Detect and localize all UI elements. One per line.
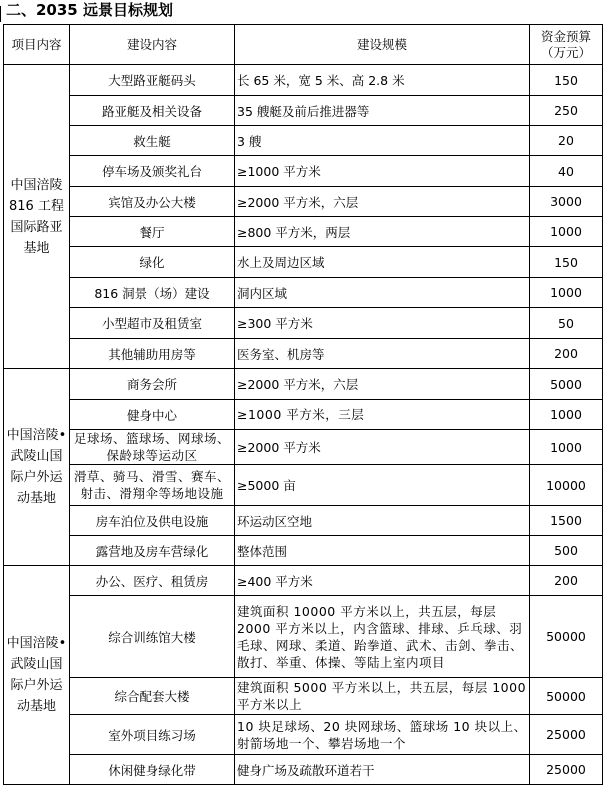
construction-scale-cell: ≥400 平方米 — [235, 566, 530, 596]
budget-cell: 1500 — [530, 506, 603, 536]
construction-scale-cell: ≥1000 平方米 — [235, 156, 530, 187]
construction-scale-cell: 10 块足球场、20 块网球场、篮球场 10 块以上、射箭场地一个、攀岩场地一个 — [235, 715, 530, 755]
budget-cell: 200 — [530, 566, 603, 596]
construction-scale-cell: 长 65 米，宽 5 米、高 2.8 米 — [235, 65, 530, 96]
table-row — [4, 187, 603, 217]
construction-scale-cell: ≥2000 平方米，六层 — [235, 187, 530, 217]
budget-cell: 25000 — [530, 715, 603, 755]
construction-scale-cell: 健身广场及疏散环道若干 — [235, 755, 530, 785]
budget-cell: 50000 — [530, 678, 603, 715]
table-row — [4, 506, 603, 536]
project-name-line: 际户外运 — [10, 678, 63, 693]
budget-cell: 1000 — [530, 278, 603, 308]
construction-scale-cell: 建筑面积 5000 平方米以上，共五层，每层 1000 平方米以上 — [235, 678, 530, 715]
construction-scale-cell: 35 艘艇及前后推进器等 — [235, 96, 530, 126]
construction-scale-cell: ≥2000 平方米，六层 — [235, 369, 530, 400]
construction-content-cell: 816 洞景（场）建设 — [70, 278, 235, 308]
construction-scale-cell: 3 艘 — [235, 126, 530, 156]
budget-cell: 5000 — [530, 369, 603, 400]
construction-content-cell: 其他辅助用房等 — [70, 339, 235, 369]
table-row — [4, 308, 603, 339]
header-budget-line1: 资金预算 — [540, 28, 591, 44]
construction-content-cell: 餐厅 — [70, 217, 235, 247]
budget-cell: 10000 — [530, 465, 603, 506]
project-name-cell — [4, 65, 70, 369]
table-body — [4, 65, 603, 785]
construction-content-cell: 房车泊位及供电设施 — [70, 506, 235, 536]
table-row — [4, 126, 603, 156]
construction-content-cell: 停车场及颁奖礼台 — [70, 156, 235, 187]
table-row — [4, 678, 603, 715]
project-name-line: 中国涪陵 — [10, 177, 63, 193]
header-budget — [530, 25, 603, 65]
table-row — [4, 755, 603, 785]
project-name-line: 动基地 — [16, 491, 56, 506]
budget-cell: 1000 — [530, 400, 603, 430]
construction-content-cell: 大型路亚艇码头 — [70, 65, 235, 96]
project-name-cell — [4, 369, 70, 566]
project-name-line: 动基地 — [16, 699, 56, 714]
construction-content-cell: 小型超市及租赁室 — [70, 308, 235, 339]
construction-content-cell: 救生艇 — [70, 126, 235, 156]
header-content: 建设内容 — [70, 25, 235, 65]
table-row — [4, 156, 603, 187]
budget-cell: 250 — [530, 96, 603, 126]
table-row — [4, 217, 603, 247]
project-name-line: 基地 — [23, 240, 50, 256]
construction-content-cell: 宾馆及办公大楼 — [70, 187, 235, 217]
header-scale: 建设规模 — [235, 25, 530, 65]
table-row — [4, 400, 603, 430]
project-name-line: 国际路亚 — [10, 219, 63, 235]
table-row — [4, 247, 603, 278]
project-name-line: 武陵山国 — [10, 449, 63, 464]
construction-scale-cell: 洞内区域 — [235, 278, 530, 308]
budget-cell: 50000 — [530, 596, 603, 678]
budget-cell: 500 — [530, 536, 603, 566]
construction-content-cell: 露营地及房车营绿化 — [70, 536, 235, 566]
construction-scale-cell: 建筑面积 10000 平方米以上，共五层，每层 2000 平方米以上，内含篮球、排球、乒乓球、羽毛球、网球、柔道、跆拳道、武术、击剑、拳击、散打、举重、体操、等陆上室内项目 — [235, 596, 530, 678]
construction-content-cell: 路亚艇及相关设备 — [70, 96, 235, 126]
header-project: 项目内容 — [4, 25, 70, 65]
table-row — [4, 596, 603, 678]
header-budget-line2: （万元） — [540, 44, 591, 60]
table-row — [4, 369, 603, 400]
budget-cell: 20 — [530, 126, 603, 156]
table-row — [4, 96, 603, 126]
construction-content-cell: 商务会所 — [70, 369, 235, 400]
table-row — [4, 465, 603, 506]
construction-content-cell: 室外项目练习场 — [70, 715, 235, 755]
construction-scale-cell: ≥300 平方米 — [235, 308, 530, 339]
budget-cell: 40 — [530, 156, 603, 187]
construction-scale-cell: 医务室、机房等 — [235, 339, 530, 369]
construction-content-cell: 绿化 — [70, 247, 235, 278]
project-name-line: 武陵山国 — [10, 657, 63, 672]
construction-scale-cell: ≥2000 平方米 — [235, 430, 530, 465]
project-name-line: 中国涪陵• — [6, 428, 67, 443]
table-row — [4, 715, 603, 755]
project-name-line: 中国涪陵• — [6, 636, 67, 651]
budget-cell: 1000 — [530, 430, 603, 465]
table-row — [4, 278, 603, 308]
budget-cell: 200 — [530, 339, 603, 369]
header-row — [4, 25, 603, 65]
budget-cell: 1000 — [530, 217, 603, 247]
budget-cell: 3000 — [530, 187, 603, 217]
table-row — [4, 339, 603, 369]
section-title: 二、2035 远景目标规划 — [6, 1, 173, 19]
budget-cell: 25000 — [530, 755, 603, 785]
construction-scale-cell: ≥5000 亩 — [235, 465, 530, 506]
budget-cell: 150 — [530, 65, 603, 96]
planning-table — [3, 24, 603, 785]
construction-scale-cell: 环运动区空地 — [235, 506, 530, 536]
construction-scale-cell: 整体范围 — [235, 536, 530, 566]
construction-content-cell: 休闲健身绿化带 — [70, 755, 235, 785]
construction-content-cell: 综合配套大楼 — [70, 678, 235, 715]
construction-content-cell: 足球场、篮球场、网球场、保龄球等运动区 — [70, 430, 235, 465]
construction-scale-cell: ≥800 平方米，两层 — [235, 217, 530, 247]
table-row — [4, 566, 603, 596]
project-name-line: 816 工程 — [9, 198, 64, 214]
table-row — [4, 430, 603, 465]
construction-content-cell: 综合训练馆大楼 — [70, 596, 235, 678]
project-name-cell — [4, 566, 70, 785]
construction-content-cell: 办公、医疗、租赁房 — [70, 566, 235, 596]
construction-scale-cell: 水上及周边区域 — [235, 247, 530, 278]
budget-cell: 150 — [530, 247, 603, 278]
construction-content-cell: 滑草、骑马、滑雪、赛车、射击、滑翔伞等场地设施 — [70, 465, 235, 506]
budget-cell: 50 — [530, 308, 603, 339]
construction-content-cell: 健身中心 — [70, 400, 235, 430]
construction-scale-cell: ≥1000 平方米，三层 — [235, 400, 530, 430]
project-name-line: 际户外运 — [10, 470, 63, 485]
table-row — [4, 65, 603, 96]
table-row — [4, 536, 603, 566]
